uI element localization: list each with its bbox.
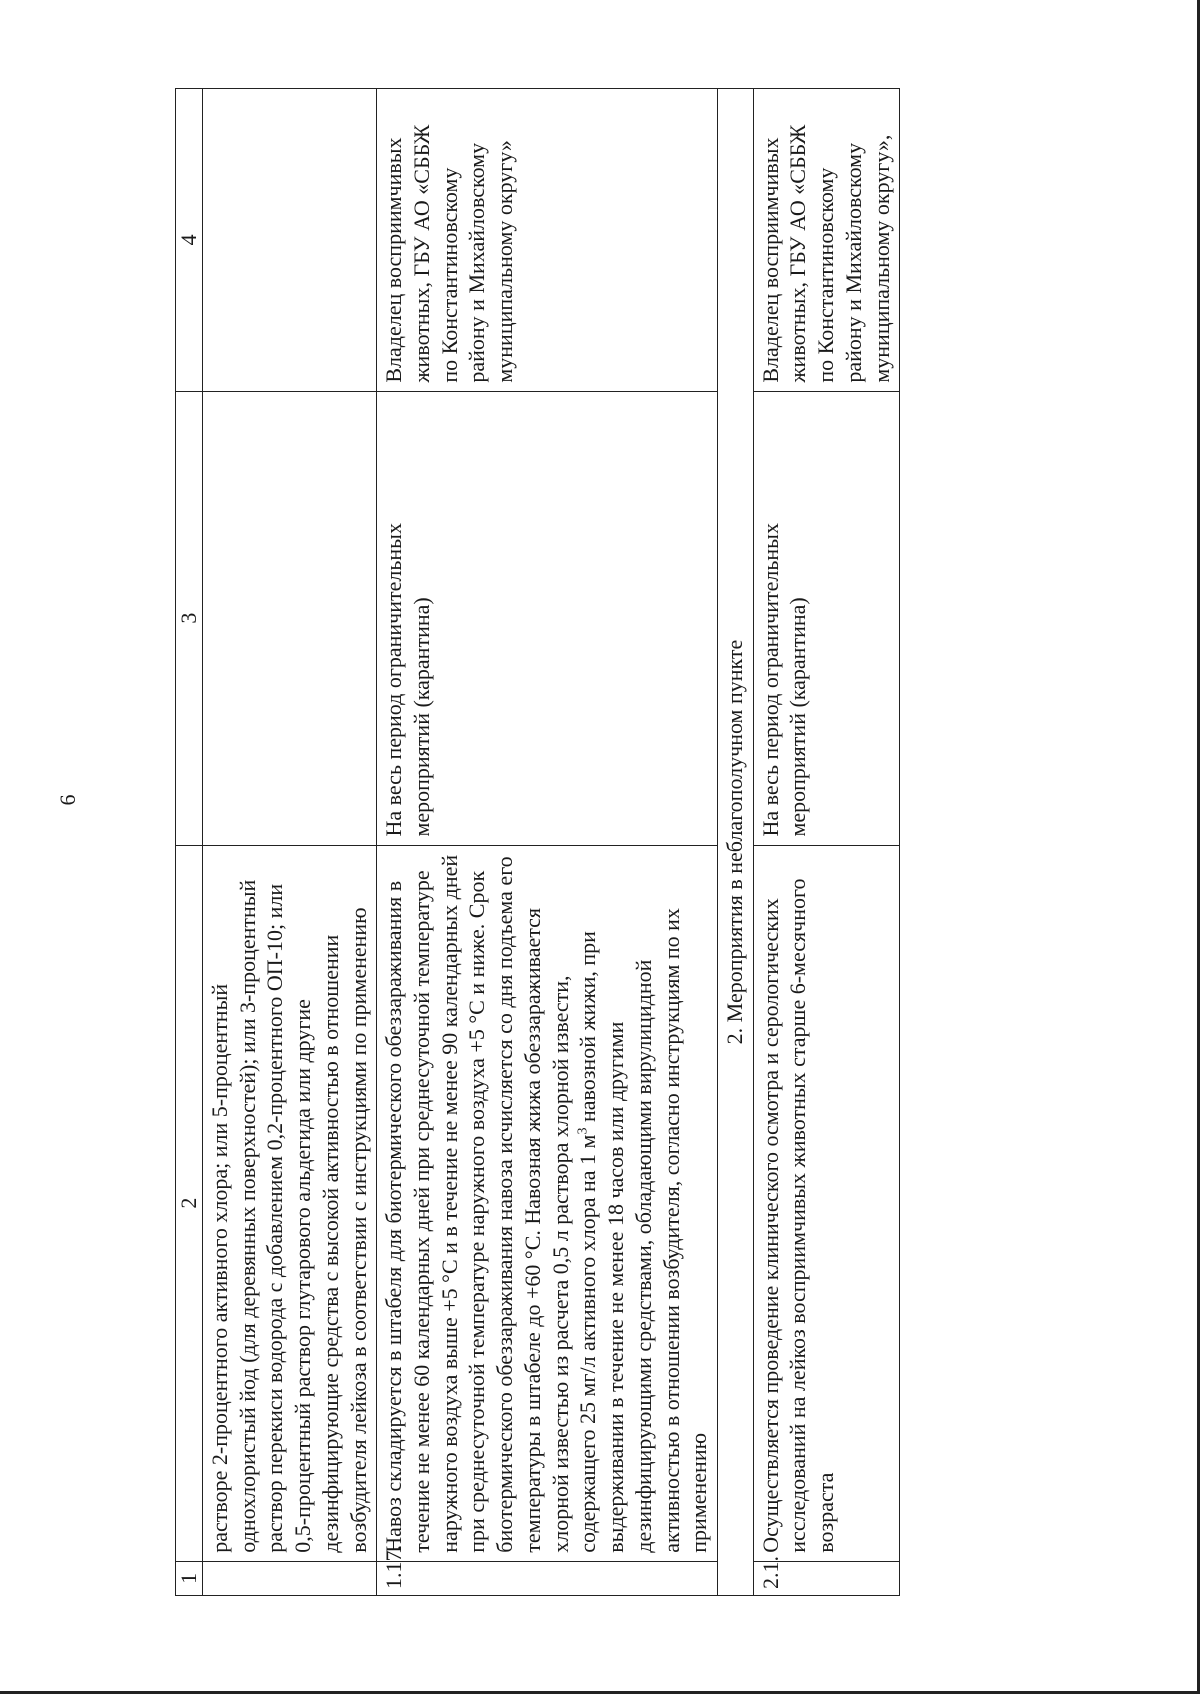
- section-title: 2. Мероприятия в неблагополучном пункте: [717, 89, 753, 1596]
- header-col-4: 4: [176, 89, 203, 392]
- header-col-3: 3: [176, 391, 203, 845]
- page-number: 6: [55, 794, 80, 806]
- activity-text-a: Навоз складируется в штабеля для биотермического обеззараживания в течение не менее 60 календарных дней при среднесуточной температуре наружного воздуха выше +5 °С и в течение не менее 90 календарных дней при среднесуточной температуре наружного воздуха +5 °С и ниже. Срок биотермического обеззараживания навоза исчисляется со дня подъема его температуры в штабеле до +60 °С. Навозная жижа обеззараживается хлорной известью из расчета 0,5 л раствора хлорной извести, содержащего 25 мг/л активного хлора на 1 м: [381, 854, 601, 1553]
- row-term: На весь период ограничительных мероприятий (карантина): [377, 391, 718, 845]
- row-number: 2.1.: [753, 1561, 900, 1595]
- section-row: [717, 89, 753, 1596]
- rotated-content: [175, 88, 1200, 1596]
- table-row: [753, 89, 900, 1596]
- row-responsible: Владелец восприимчивых животных, ГБУ АО «СББЖ по Константиновскому району и Михайловскому муниципальному округу»: [377, 89, 718, 392]
- cubic-superscript: 3: [576, 1127, 592, 1135]
- row-responsible: Владелец восприимчивых животных, ГБУ АО «СББЖ по Константиновскому району и Михайловскому муниципальному округу»,: [753, 89, 900, 392]
- row-term: На весь период ограничительных мероприятий (карантина): [753, 391, 900, 845]
- row-term: [203, 391, 377, 845]
- row-number: [203, 1561, 377, 1595]
- row-responsible: [203, 89, 377, 392]
- row-number: 1.17.: [377, 1561, 718, 1595]
- table-row: [203, 89, 377, 1596]
- measures-table: [175, 88, 900, 1596]
- row-activity: Осуществляется проведение клинического осмотра и серологических исследований на лейкоз восприимчивых животных старше 6-месячного возраста: [753, 845, 900, 1561]
- table-row: [377, 89, 718, 1596]
- header-col-2: 2: [176, 845, 203, 1561]
- header-col-1: 1: [176, 1561, 203, 1595]
- activity-text-b: навозной жижи, при выдерживании в течение не менее 18 часов или другими дезинфицирующими средствами, обладающими вирулицидной активностью в отношении возбудителя, согласно инструкциям по их применению: [575, 908, 712, 1553]
- row-activity: [377, 845, 718, 1561]
- header-row: [176, 89, 203, 1596]
- row-activity: растворе 2-процентного активного хлора; или 5-процентный однохлористый йод (для деревянных поверхностей); или 3-процентный раствор перекиси водорода с добавлением 0,2-процентного ОП-10; или 0,5-процентный раствор глутарового альдегида или другие дезинфицирующие средства с высокой активностью в отношении возбудителя лейкоза в соответствии с инструкциями по применению: [203, 845, 377, 1561]
- rotated-page: [175, 88, 1200, 1596]
